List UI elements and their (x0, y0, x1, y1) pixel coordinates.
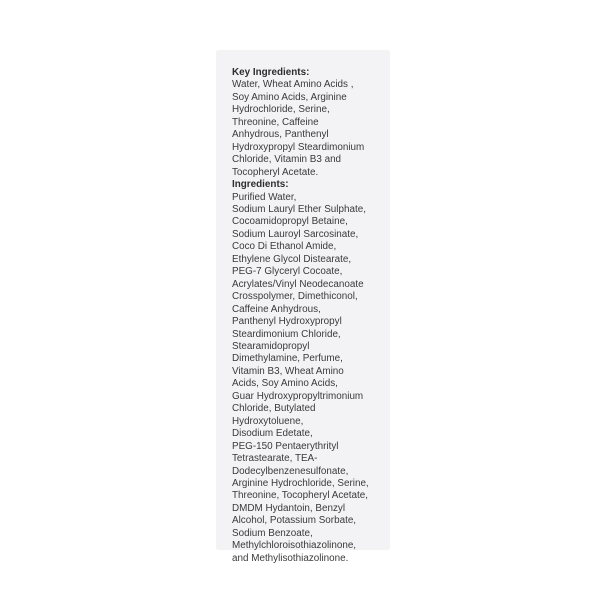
key-ingredients-list (232, 79, 379, 179)
ingredients-line: Sodium Benzoate, (232, 527, 313, 539)
ingredients-line: PEG-150 Pentaerythrityl (232, 440, 339, 452)
ingredients-line: Acids, Soy Amino Acids, (232, 378, 338, 390)
ingredients-line: Tetrastearate, TEA- (232, 453, 318, 465)
ingredients-line: Dodecylbenzenesulfonate, (232, 465, 349, 477)
ingredients-line: Ethylene Glycol Distearate, (232, 253, 352, 265)
product-carton-panel (217, 51, 389, 564)
key-ingredients-heading: Key Ingredients: (232, 67, 310, 78)
ingredients-line: Crosspolymer, Dimethiconol, (232, 291, 358, 303)
ingredients-line: Sodium Lauroyl Sarcosinate, (232, 228, 359, 240)
ingredients-line: Purified Water, (232, 191, 297, 203)
ingredients-line: Stearamidopropyl (232, 340, 310, 352)
ingredients-line: DMDM Hydantoin, Benzyl (232, 502, 346, 514)
ingredients-line: Threonine, Tocopheryl Acetate, (232, 490, 368, 502)
ingredients-heading: Ingredients: (232, 179, 289, 191)
ingredients-line: Acrylates/Vinyl Neodecanoate (232, 278, 364, 290)
ingredients-list (232, 192, 379, 566)
ingredients-line: Caffeine Anhydrous, (232, 303, 321, 315)
ingredients-line: Hydroxytoluene, (232, 415, 304, 427)
key-ingredients-line: Hydrochloride, Serine, (232, 104, 330, 116)
key-ingredients-line: Soy Amino Acids, Arginine (232, 91, 347, 103)
key-ingredients-line: Hydroxypropyl Steardimonium (232, 141, 365, 153)
ingredients-text-area (217, 51, 389, 565)
ingredients-line: Alcohol, Potassium Sorbate, (232, 515, 357, 527)
ingredients-line: PEG-7 Glyceryl Cocoate, (232, 266, 343, 278)
ingredients-line: Guar Hydroxypropyltrimonium (232, 390, 364, 402)
ingredients-line: Chloride, Butylated (232, 403, 316, 415)
key-ingredients-line: Threonine, Caffeine (232, 116, 319, 128)
ingredients-line: Methylchloroisothiazolinone, (232, 540, 357, 552)
key-ingredients-line: Tocopheryl Acetate. (232, 166, 319, 178)
ingredients-line: Vitamin B3, Wheat Amino (232, 365, 344, 377)
ingredients-line: Steardimonium Chloride, (232, 328, 341, 340)
key-ingredients-line: Chloride, Vitamin B3 and (232, 154, 342, 166)
ingredients-line: Coco Di Ethanol Amide, (232, 241, 337, 253)
key-ingredients-line: Anhydrous, Panthenyl (232, 129, 329, 141)
ingredients-line: Sodium Lauryl Ether Sulphate, (232, 203, 366, 215)
ingredients-line: Cocoamidopropyl Betaine, (232, 216, 348, 228)
ingredients-line: Dimethylamine, Perfume, (232, 353, 343, 365)
key-ingredients-line: Water, Wheat Amino Acids , (232, 79, 354, 91)
ingredients-line: and Methylisothiazolinone. (232, 552, 349, 564)
ingredients-line: Disodium Edetate, (232, 428, 313, 440)
ingredients-line: Arginine Hydrochloride, Serine, (232, 477, 369, 489)
ingredients-line: Panthenyl Hydroxypropyl (232, 316, 342, 328)
